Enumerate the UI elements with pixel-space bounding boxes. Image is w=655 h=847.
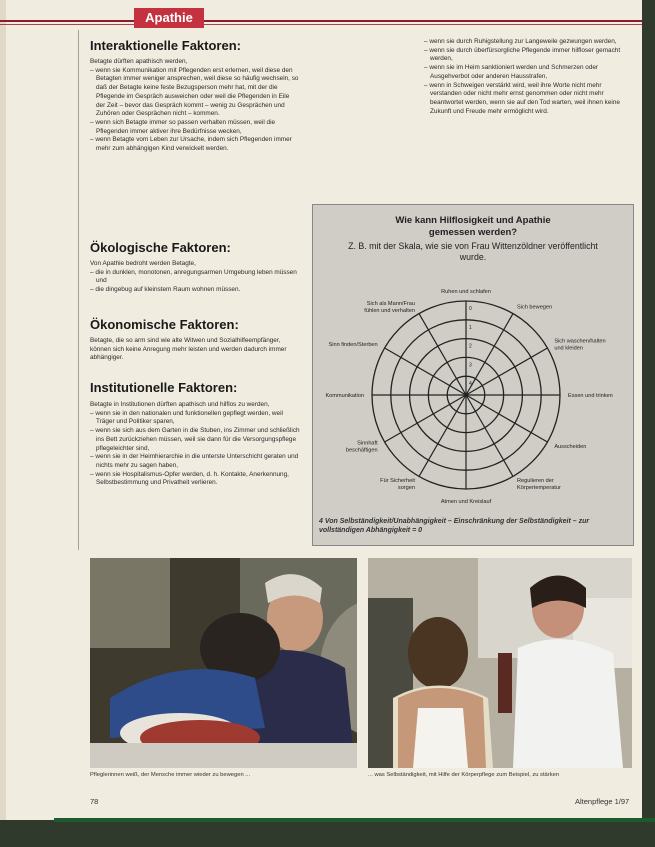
spoke-label bbox=[346, 441, 378, 454]
header-rule bbox=[0, 20, 642, 22]
radar-diagram bbox=[313, 205, 633, 515]
photo-left-image bbox=[90, 558, 357, 768]
spoke-label bbox=[441, 289, 491, 295]
spoke-label bbox=[329, 342, 378, 348]
photo-right-image bbox=[368, 558, 632, 768]
spoke-label-line: Atmen und Kreislauf bbox=[440, 499, 492, 505]
scale-tick-label: 3 bbox=[469, 362, 472, 369]
spoke-label-line: Sich bewegen bbox=[517, 304, 553, 311]
info-box bbox=[312, 204, 634, 546]
spoke-label-line: Kommunikation bbox=[325, 393, 364, 399]
margin-rule bbox=[78, 30, 79, 550]
box-subtitle-line: wurde. bbox=[459, 252, 487, 262]
heading-institutionelle: Institutionelle Faktoren: bbox=[90, 380, 238, 395]
background-edge bbox=[0, 820, 655, 847]
list-item: – die dingebug auf kleinstem Raum wohnen müssen. bbox=[96, 286, 300, 295]
heading-oekonomische: Ökonomische Faktoren: bbox=[90, 317, 239, 332]
paragraph-lead: Betagte in Institutionen dürften apathisch und hilflos zu werden, bbox=[90, 401, 270, 408]
paragraph-lead: Von Apathie bedroht werden Betagte, bbox=[90, 260, 196, 267]
photo-right bbox=[368, 558, 632, 768]
photo-left bbox=[90, 558, 357, 768]
issue-reference: Altenpflege 1/97 bbox=[575, 797, 630, 806]
spoke-label bbox=[380, 478, 415, 491]
list-item: – wenn sie durch überfürsorgliche Pflegende immer hilfloser gemacht werden, bbox=[430, 47, 634, 64]
spoke-label-line: Sinnhaft bbox=[357, 440, 378, 447]
spoke-label bbox=[554, 339, 605, 352]
paragraph-lead: Betagte dürften apathisch werden, bbox=[90, 58, 188, 65]
list-item: – wenn sie im Heim sanktioniert werden und Schmerzen oder Ausgehverbot oder anderen Hausstrafen, bbox=[430, 64, 634, 81]
section-tag: Apathie bbox=[134, 8, 204, 28]
header-rule-thin bbox=[0, 24, 642, 25]
spoke-label-line: fühlen und verhalten bbox=[364, 308, 415, 315]
box-title-line: gemessen werden? bbox=[428, 227, 518, 238]
spoke-label bbox=[517, 305, 552, 311]
heading-interaktionelle: Interaktionelle Faktoren: bbox=[90, 38, 241, 53]
page-edge bbox=[0, 0, 6, 820]
spoke-label-line: sorgen bbox=[397, 484, 415, 491]
scale-tick-label: 0 bbox=[469, 306, 472, 312]
text-interaktionelle bbox=[90, 58, 300, 154]
spoke-label-line: Ruhen und schlafen bbox=[441, 289, 491, 295]
spoke-label bbox=[441, 499, 492, 505]
list-item: – wenn sie Kommunikation mit Pflegenden erst erlernen, weil diese den Betagten immer weniger ansprechen, weil diese so häufig wechseln, so daß der Betagte keine feste Bezugsperson mehr hat, mit der die Pflegende im Gespräch ausweichen oder weil die Pflegenden in Eile der Zeit – bevor das Gespräch kommt – wenig zu Gesprächen und Zuhören oder Gesprächen nicht – kommen. bbox=[96, 67, 300, 119]
spoke-label-line: Regulieren der bbox=[517, 477, 554, 484]
box-title-line: Wie kann Hilflosigkeit und Apathie bbox=[395, 215, 551, 226]
spoke-label-line: und kleiden bbox=[554, 345, 583, 352]
list-item: – wenn in Schweigen verstärkt wird, weil ihre Worte nicht mehr verstanden oder nicht mehr ernst genommen oder nicht mehr beantwortet werden, wenn sie auf den Tod warten, weil ihnen keine Zukunft und Freude mehr ermöglicht wird. bbox=[430, 82, 634, 117]
text-institutionelle bbox=[90, 401, 300, 488]
spoke-label-line: Für Sicherheit bbox=[380, 477, 415, 484]
box-footnote: 4 Von Selbständigkeit/Unabhängigkeit – Einschränkung der Selbständigkeit – zur vollständigen Abhängigkeit = 0 bbox=[319, 518, 590, 534]
text-oekologische bbox=[90, 260, 300, 295]
spoke-label bbox=[364, 301, 415, 314]
text-oekonomische bbox=[90, 337, 300, 363]
list-item: – wenn sie durch Ruhigstellung zur Langeweile gezwungen werden, bbox=[430, 38, 634, 47]
scale-tick-label: 2 bbox=[469, 343, 472, 350]
list-item: – wenn sie in der Heimhierarchie in die unterste Unterschicht geraten und nichts mehr zu sagen haben, bbox=[96, 453, 300, 470]
scale-tick-label: 1 bbox=[469, 324, 472, 331]
text-right-column bbox=[424, 38, 634, 116]
spoke-label bbox=[554, 444, 586, 450]
binding-strip bbox=[54, 818, 655, 822]
paragraph: Betagte, die so arm sind wie alte Witwen und Sozialhilfeempfänger, können sich keine Anregung mehr leisten und werden dadurch immer abhängiger. bbox=[90, 337, 287, 362]
spoke-label-line: Sich als Mann/Frau bbox=[366, 301, 415, 308]
spoke-label-line: beschäftigen bbox=[345, 447, 378, 454]
list-item: – wenn sie sich aus dem Garten in die Stuben, ins Zimmer und schließlich ins Bett zurückziehen müssen, weil sie dann für die Versorgungspflege pflegeleichter sind, bbox=[96, 427, 300, 453]
spoke-label-line: Essen und trinken bbox=[568, 393, 613, 399]
spoke-label-line: Körpertemperatur bbox=[517, 484, 561, 491]
spoke-label bbox=[568, 393, 613, 399]
list-item: – wenn sich Betagte immer so passen verhalten müssen, weil die Pflegenden immer aktiver ihre Bedürfnisse wecken, bbox=[96, 119, 300, 136]
list-item: – die in dunklen, monotonen, anregungsarmen Umgebung leben müssen und bbox=[96, 269, 300, 286]
spoke-label-line: Sich waschen/halten bbox=[554, 338, 606, 345]
list-item: – wenn sie in den nationalen und funktionellen gepflegt werden, weil Träger und Politiker sparen, bbox=[96, 410, 300, 427]
spoke-label-line: Sinn finden/Sterben bbox=[328, 342, 378, 348]
caption-right: ... was Selbständigkeit, mit Hilfe der Körperpflege zum Beispiel, zu stärken bbox=[368, 772, 560, 778]
heading-oekologische: Ökologische Faktoren: bbox=[90, 240, 231, 255]
list-item: – wenn sie Hospitalismus-Opfer werden, d. h. Kontakte, Anerkennung, Selbstbestimmung und Privatheit verlieren. bbox=[96, 471, 300, 488]
page-number: 78 bbox=[90, 797, 99, 806]
scale-tick-label: 4 bbox=[469, 381, 472, 388]
list-item: – wenn Betagte vom Leben zur Ursache, indem sich Pflegenden immer mehr zum abhängigen Kind verwickelt werden. bbox=[96, 136, 300, 153]
spoke-label bbox=[517, 478, 561, 491]
box-subtitle-line: Z. B. mit der Skala, wie sie von Frau Wittenzöldner veröffentlicht bbox=[348, 241, 598, 251]
spoke-label-line: Ausscheiden bbox=[554, 444, 587, 450]
spoke-label bbox=[325, 393, 364, 399]
caption-left: Pfleglerinnen weiß, der Mensche immer wieder zu bewegen ... bbox=[90, 772, 251, 778]
